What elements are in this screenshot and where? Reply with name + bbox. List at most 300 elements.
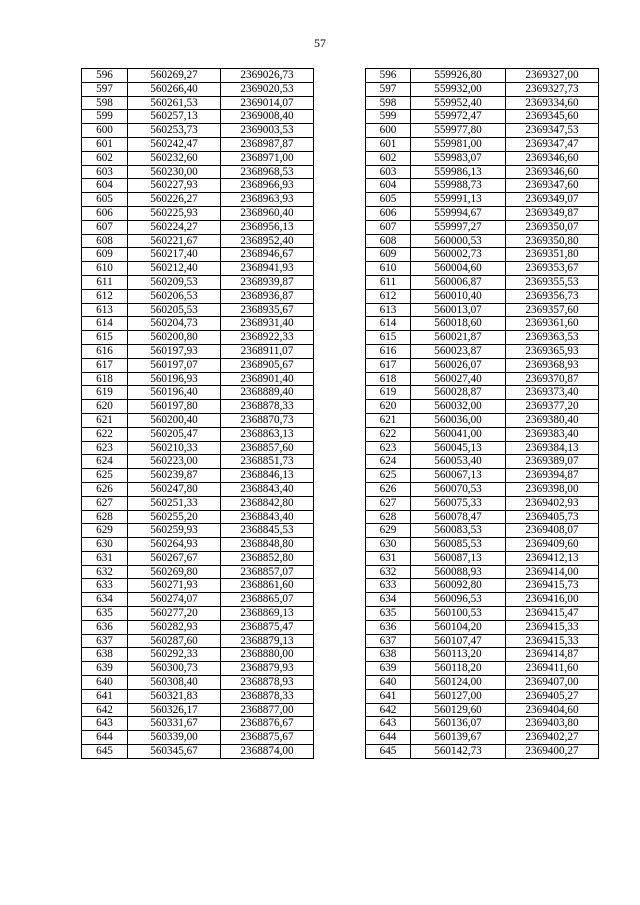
right-point-number-cell: 597 [366,82,411,96]
left-point-number-cell: 624 [82,455,128,469]
column-gap [314,220,366,234]
left-point-number-cell: 634 [82,593,128,607]
left-y-coordinate-cell: 2368880,00 [221,648,314,662]
right-x-coordinate-cell: 560078,47 [411,510,506,524]
right-x-coordinate-cell: 560107,47 [411,634,506,648]
right-point-number-cell: 601 [366,137,411,151]
column-gap [314,689,366,703]
left-y-coordinate-cell: 2368861,60 [221,579,314,593]
right-point-number-cell: 629 [366,524,411,538]
right-x-coordinate-cell: 560041,00 [411,427,506,441]
column-gap [314,82,366,96]
right-y-coordinate-cell: 2369415,33 [506,620,599,634]
column-gap [314,510,366,524]
right-x-coordinate-cell: 560118,20 [411,662,506,676]
right-y-coordinate-cell: 2369415,33 [506,634,599,648]
right-x-coordinate-cell: 560026,07 [411,358,506,372]
right-x-coordinate-cell: 560092,80 [411,579,506,593]
left-y-coordinate-cell: 2368878,93 [221,676,314,690]
left-x-coordinate-cell: 560321,83 [128,689,221,703]
left-y-coordinate-cell: 2368901,40 [221,372,314,386]
column-gap [314,289,366,303]
left-point-number-cell: 606 [82,206,128,220]
left-point-number-cell: 643 [82,717,128,731]
column-gap [314,234,366,248]
right-point-number-cell: 600 [366,124,411,138]
right-x-coordinate-cell: 560100,53 [411,607,506,621]
right-x-coordinate-cell: 560002,73 [411,248,506,262]
left-y-coordinate-cell: 2368911,07 [221,344,314,358]
left-y-coordinate-cell: 2368878,33 [221,689,314,703]
left-x-coordinate-cell: 560217,40 [128,248,221,262]
table-row [82,593,599,607]
right-point-number-cell: 625 [366,469,411,483]
column-gap [314,551,366,565]
column-gap [314,731,366,745]
left-point-number-cell: 630 [82,538,128,552]
left-y-coordinate-cell: 2368905,67 [221,358,314,372]
right-y-coordinate-cell: 2369414,00 [506,565,599,579]
column-gap [314,124,366,138]
right-point-number-cell: 635 [366,607,411,621]
left-y-coordinate-cell: 2368946,67 [221,248,314,262]
coordinates-table-body [82,69,599,759]
right-point-number-cell: 638 [366,648,411,662]
column-gap [314,303,366,317]
left-y-coordinate-cell: 2368935,67 [221,303,314,317]
column-gap [314,262,366,276]
table-row [82,455,599,469]
column-gap [314,620,366,634]
column-gap [314,179,366,193]
left-x-coordinate-cell: 560209,53 [128,275,221,289]
column-gap [314,248,366,262]
left-x-coordinate-cell: 560221,67 [128,234,221,248]
table-row [82,124,599,138]
left-x-coordinate-cell: 560224,27 [128,220,221,234]
left-x-coordinate-cell: 560227,93 [128,179,221,193]
left-y-coordinate-cell: 2368877,00 [221,703,314,717]
column-gap [314,372,366,386]
right-y-coordinate-cell: 2369349,87 [506,206,599,220]
left-y-coordinate-cell: 2368966,93 [221,179,314,193]
left-point-number-cell: 601 [82,137,128,151]
left-x-coordinate-cell: 560247,80 [128,482,221,496]
left-y-coordinate-cell: 2368939,87 [221,275,314,289]
right-point-number-cell: 645 [366,745,411,759]
right-x-coordinate-cell: 559994,67 [411,206,506,220]
right-x-coordinate-cell: 559977,80 [411,124,506,138]
right-x-coordinate-cell: 560142,73 [411,745,506,759]
column-gap [314,165,366,179]
right-y-coordinate-cell: 2369380,40 [506,413,599,427]
left-y-coordinate-cell: 2368963,93 [221,193,314,207]
right-point-number-cell: 620 [366,400,411,414]
right-point-number-cell: 611 [366,275,411,289]
left-x-coordinate-cell: 560197,80 [128,400,221,414]
left-x-coordinate-cell: 560269,27 [128,69,221,83]
column-gap [314,193,366,207]
left-x-coordinate-cell: 560197,93 [128,344,221,358]
left-x-coordinate-cell: 560197,07 [128,358,221,372]
column-gap [314,745,366,759]
left-x-coordinate-cell: 560331,67 [128,717,221,731]
left-x-coordinate-cell: 560266,40 [128,82,221,96]
right-y-coordinate-cell: 2369357,60 [506,303,599,317]
left-point-number-cell: 625 [82,469,128,483]
right-x-coordinate-cell: 560085,53 [411,538,506,552]
right-x-coordinate-cell: 560028,87 [411,386,506,400]
right-point-number-cell: 633 [366,579,411,593]
left-y-coordinate-cell: 2368879,13 [221,634,314,648]
left-y-coordinate-cell: 2368956,13 [221,220,314,234]
right-y-coordinate-cell: 2369384,13 [506,441,599,455]
left-point-number-cell: 602 [82,151,128,165]
coordinates-table [81,68,599,759]
table-row [82,289,599,303]
table-row [82,137,599,151]
left-x-coordinate-cell: 560277,20 [128,607,221,621]
column-gap [314,538,366,552]
left-y-coordinate-cell: 2368889,40 [221,386,314,400]
table-row [82,386,599,400]
right-x-coordinate-cell: 559986,13 [411,165,506,179]
left-x-coordinate-cell: 560226,27 [128,193,221,207]
right-y-coordinate-cell: 2369416,00 [506,593,599,607]
table-row [82,676,599,690]
right-point-number-cell: 609 [366,248,411,262]
left-point-number-cell: 635 [82,607,128,621]
left-x-coordinate-cell: 560205,47 [128,427,221,441]
right-x-coordinate-cell: 560027,40 [411,372,506,386]
left-x-coordinate-cell: 560326,17 [128,703,221,717]
table-row [82,179,599,193]
right-x-coordinate-cell: 559972,47 [411,110,506,124]
right-point-number-cell: 626 [366,482,411,496]
left-y-coordinate-cell: 2368865,07 [221,593,314,607]
left-x-coordinate-cell: 560339,00 [128,731,221,745]
table-row [82,496,599,510]
table-row [82,510,599,524]
left-point-number-cell: 598 [82,96,128,110]
right-y-coordinate-cell: 2369350,07 [506,220,599,234]
left-y-coordinate-cell: 2368857,07 [221,565,314,579]
left-x-coordinate-cell: 560345,67 [128,745,221,759]
left-x-coordinate-cell: 560292,33 [128,648,221,662]
left-point-number-cell: 623 [82,441,128,455]
left-point-number-cell: 599 [82,110,128,124]
left-x-coordinate-cell: 560206,53 [128,289,221,303]
right-y-coordinate-cell: 2369407,00 [506,676,599,690]
left-point-number-cell: 610 [82,262,128,276]
left-y-coordinate-cell: 2369020,53 [221,82,314,96]
table-row [82,220,599,234]
right-point-number-cell: 627 [366,496,411,510]
right-x-coordinate-cell: 559988,73 [411,179,506,193]
column-gap [314,496,366,510]
right-y-coordinate-cell: 2369394,87 [506,469,599,483]
right-x-coordinate-cell: 560018,60 [411,317,506,331]
column-gap [314,413,366,427]
left-x-coordinate-cell: 560212,40 [128,262,221,276]
column-gap [314,317,366,331]
table-row [82,703,599,717]
left-point-number-cell: 644 [82,731,128,745]
right-y-coordinate-cell: 2369346,60 [506,151,599,165]
column-gap [314,593,366,607]
right-point-number-cell: 614 [366,317,411,331]
right-x-coordinate-cell: 560004,60 [411,262,506,276]
column-gap [314,607,366,621]
right-y-coordinate-cell: 2369405,73 [506,510,599,524]
left-point-number-cell: 620 [82,400,128,414]
right-x-coordinate-cell: 560032,00 [411,400,506,414]
table-row [82,469,599,483]
right-y-coordinate-cell: 2369370,87 [506,372,599,386]
column-gap [314,427,366,441]
left-x-coordinate-cell: 560196,40 [128,386,221,400]
left-point-number-cell: 613 [82,303,128,317]
right-x-coordinate-cell: 560096,53 [411,593,506,607]
right-point-number-cell: 612 [366,289,411,303]
left-y-coordinate-cell: 2368845,53 [221,524,314,538]
right-x-coordinate-cell: 560113,20 [411,648,506,662]
left-point-number-cell: 636 [82,620,128,634]
left-y-coordinate-cell: 2368874,00 [221,745,314,759]
table-row [82,344,599,358]
table-row [82,69,599,83]
right-y-coordinate-cell: 2369334,60 [506,96,599,110]
column-gap [314,676,366,690]
right-x-coordinate-cell: 560087,13 [411,551,506,565]
right-point-number-cell: 631 [366,551,411,565]
right-y-coordinate-cell: 2369404,60 [506,703,599,717]
table-row [82,234,599,248]
left-y-coordinate-cell: 2368876,67 [221,717,314,731]
left-point-number-cell: 637 [82,634,128,648]
left-y-coordinate-cell: 2368843,40 [221,510,314,524]
right-point-number-cell: 606 [366,206,411,220]
right-point-number-cell: 616 [366,344,411,358]
right-point-number-cell: 636 [366,620,411,634]
left-y-coordinate-cell: 2368869,13 [221,607,314,621]
right-point-number-cell: 617 [366,358,411,372]
left-x-coordinate-cell: 560271,93 [128,579,221,593]
table-row [82,689,599,703]
table-row [82,400,599,414]
left-y-coordinate-cell: 2368952,40 [221,234,314,248]
right-x-coordinate-cell: 560124,00 [411,676,506,690]
table-row [82,551,599,565]
left-point-number-cell: 641 [82,689,128,703]
table-row [82,607,599,621]
right-y-coordinate-cell: 2369402,93 [506,496,599,510]
column-gap [314,648,366,662]
left-point-number-cell: 612 [82,289,128,303]
left-x-coordinate-cell: 560230,00 [128,165,221,179]
left-y-coordinate-cell: 2369026,73 [221,69,314,83]
right-point-number-cell: 599 [366,110,411,124]
left-point-number-cell: 607 [82,220,128,234]
column-gap [314,96,366,110]
table-row [82,110,599,124]
right-point-number-cell: 640 [366,676,411,690]
left-y-coordinate-cell: 2369014,07 [221,96,314,110]
left-y-coordinate-cell: 2368971,00 [221,151,314,165]
left-y-coordinate-cell: 2368879,93 [221,662,314,676]
right-x-coordinate-cell: 560010,40 [411,289,506,303]
table-row [82,372,599,386]
table-row [82,482,599,496]
right-y-coordinate-cell: 2369353,67 [506,262,599,276]
right-y-coordinate-cell: 2369411,60 [506,662,599,676]
left-point-number-cell: 604 [82,179,128,193]
right-x-coordinate-cell: 560067,13 [411,469,506,483]
column-gap [314,634,366,648]
right-y-coordinate-cell: 2369356,73 [506,289,599,303]
right-x-coordinate-cell: 560088,93 [411,565,506,579]
left-x-coordinate-cell: 560269,80 [128,565,221,579]
column-gap [314,662,366,676]
right-y-coordinate-cell: 2369350,80 [506,234,599,248]
right-x-coordinate-cell: 560021,87 [411,331,506,345]
table-row [82,96,599,110]
column-gap [314,455,366,469]
right-y-coordinate-cell: 2369403,80 [506,717,599,731]
left-x-coordinate-cell: 560274,07 [128,593,221,607]
left-y-coordinate-cell: 2368852,80 [221,551,314,565]
left-y-coordinate-cell: 2368968,53 [221,165,314,179]
right-x-coordinate-cell: 559997,27 [411,220,506,234]
column-gap [314,565,366,579]
right-point-number-cell: 641 [366,689,411,703]
table-row [82,303,599,317]
right-y-coordinate-cell: 2369361,60 [506,317,599,331]
column-gap [314,151,366,165]
right-x-coordinate-cell: 560139,67 [411,731,506,745]
left-x-coordinate-cell: 560200,40 [128,413,221,427]
left-y-coordinate-cell: 2368931,40 [221,317,314,331]
left-x-coordinate-cell: 560196,93 [128,372,221,386]
left-point-number-cell: 628 [82,510,128,524]
table-row [82,206,599,220]
left-point-number-cell: 597 [82,82,128,96]
right-point-number-cell: 622 [366,427,411,441]
right-point-number-cell: 644 [366,731,411,745]
right-y-coordinate-cell: 2369405,27 [506,689,599,703]
left-x-coordinate-cell: 560253,73 [128,124,221,138]
left-point-number-cell: 600 [82,124,128,138]
left-x-coordinate-cell: 560308,40 [128,676,221,690]
left-point-number-cell: 616 [82,344,128,358]
left-y-coordinate-cell: 2368846,13 [221,469,314,483]
right-y-coordinate-cell: 2369347,47 [506,137,599,151]
right-y-coordinate-cell: 2369377,20 [506,400,599,414]
right-x-coordinate-cell: 560053,40 [411,455,506,469]
left-point-number-cell: 626 [82,482,128,496]
table-row [82,275,599,289]
left-x-coordinate-cell: 560257,13 [128,110,221,124]
left-y-coordinate-cell: 2368851,73 [221,455,314,469]
right-x-coordinate-cell: 560070,53 [411,482,506,496]
left-point-number-cell: 617 [82,358,128,372]
left-point-number-cell: 629 [82,524,128,538]
left-x-coordinate-cell: 560282,93 [128,620,221,634]
right-y-coordinate-cell: 2369415,73 [506,579,599,593]
table-row [82,413,599,427]
table-row [82,441,599,455]
left-x-coordinate-cell: 560251,33 [128,496,221,510]
right-point-number-cell: 608 [366,234,411,248]
table-row [82,648,599,662]
right-point-number-cell: 615 [366,331,411,345]
right-y-coordinate-cell: 2369414,87 [506,648,599,662]
right-y-coordinate-cell: 2369398,00 [506,482,599,496]
right-y-coordinate-cell: 2369327,00 [506,69,599,83]
left-point-number-cell: 605 [82,193,128,207]
right-x-coordinate-cell: 560006,87 [411,275,506,289]
right-point-number-cell: 624 [366,455,411,469]
right-y-coordinate-cell: 2369400,27 [506,745,599,759]
column-gap [314,717,366,731]
right-x-coordinate-cell: 560075,33 [411,496,506,510]
column-gap [314,703,366,717]
right-x-coordinate-cell: 560023,87 [411,344,506,358]
right-y-coordinate-cell: 2369383,40 [506,427,599,441]
left-point-number-cell: 619 [82,386,128,400]
right-x-coordinate-cell: 559952,40 [411,96,506,110]
column-gap [314,469,366,483]
right-point-number-cell: 596 [366,69,411,83]
right-point-number-cell: 607 [366,220,411,234]
right-y-coordinate-cell: 2369351,80 [506,248,599,262]
column-gap [314,441,366,455]
table-row [82,317,599,331]
left-y-coordinate-cell: 2368843,40 [221,482,314,496]
table-row [82,662,599,676]
table-row [82,731,599,745]
left-point-number-cell: 603 [82,165,128,179]
left-x-coordinate-cell: 560300,73 [128,662,221,676]
column-gap [314,386,366,400]
right-point-number-cell: 643 [366,717,411,731]
right-x-coordinate-cell: 560104,20 [411,620,506,634]
left-y-coordinate-cell: 2368987,87 [221,137,314,151]
table-row [82,262,599,276]
right-x-coordinate-cell: 559991,13 [411,193,506,207]
left-point-number-cell: 615 [82,331,128,345]
right-y-coordinate-cell: 2369327,73 [506,82,599,96]
left-y-coordinate-cell: 2368857,60 [221,441,314,455]
left-y-coordinate-cell: 2369003,53 [221,124,314,138]
table-row [82,524,599,538]
table-row [82,634,599,648]
left-x-coordinate-cell: 560225,93 [128,206,221,220]
left-point-number-cell: 639 [82,662,128,676]
right-x-coordinate-cell: 559932,00 [411,82,506,96]
right-x-coordinate-cell: 559926,80 [411,69,506,83]
right-point-number-cell: 630 [366,538,411,552]
right-y-coordinate-cell: 2369349,07 [506,193,599,207]
right-point-number-cell: 604 [366,179,411,193]
right-x-coordinate-cell: 559981,00 [411,137,506,151]
right-x-coordinate-cell: 560045,13 [411,441,506,455]
table-row [82,579,599,593]
right-y-coordinate-cell: 2369363,53 [506,331,599,345]
left-y-coordinate-cell: 2368848,80 [221,538,314,552]
table-row [82,717,599,731]
right-x-coordinate-cell: 560036,00 [411,413,506,427]
